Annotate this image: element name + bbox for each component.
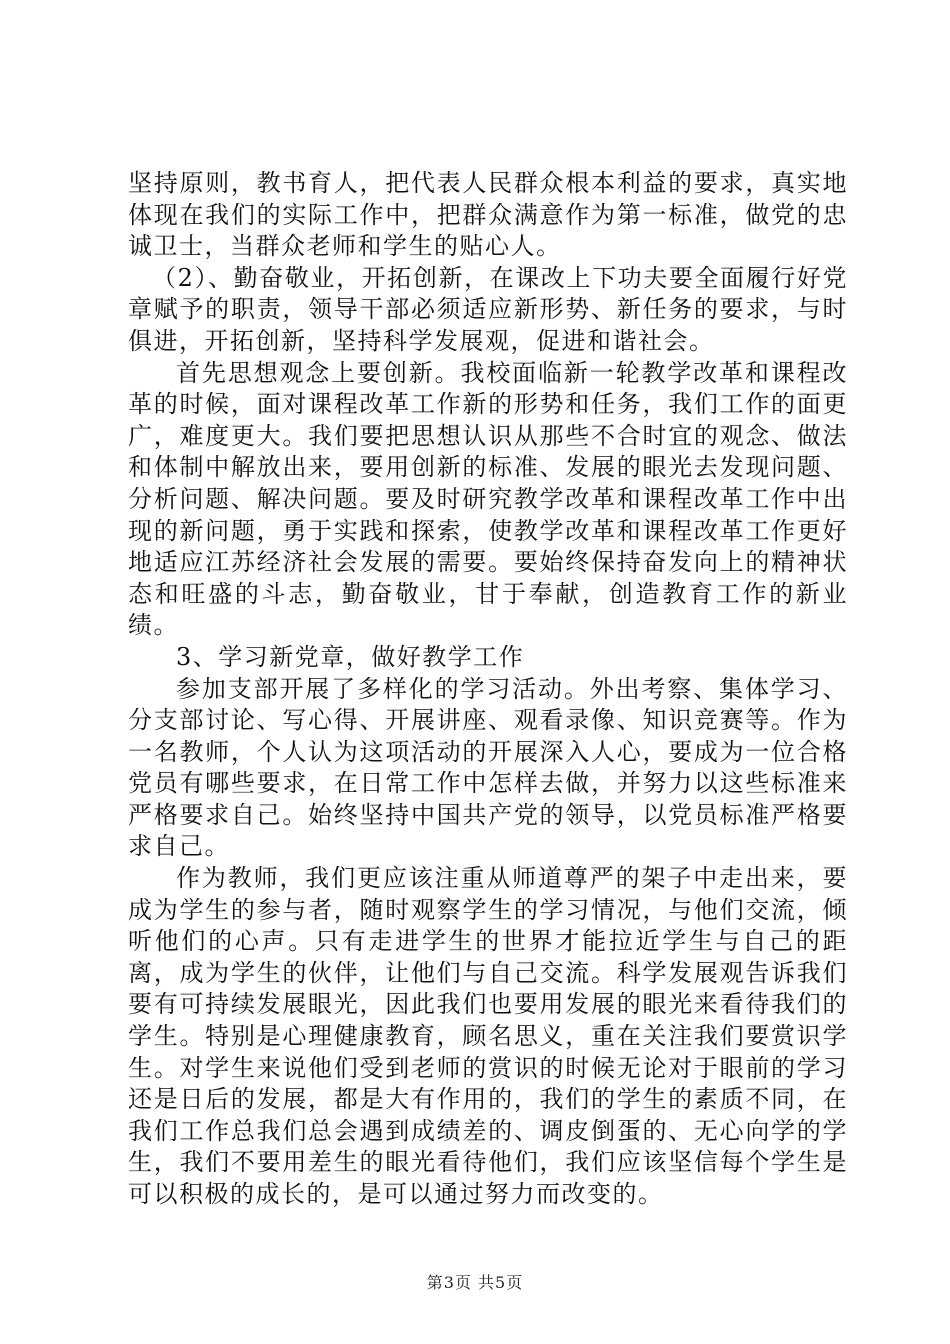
paragraph-innovation: 首先思想观念上要创新。我校面临新一轮教学改革和课程改革的时候，面对课程改革工作新的形势和任务，我们工作的面更广，难度更大。我们要把思想认识从那些不合时宜的观念、做法和体制中解放出来，要用创新的标准、发展的眼光去发现问题、分析问题、解决问题。要及时研究教学改革和课程改革工作中出现的新问题，勇于实践和探索，使教学改革和课程改革工作更好地适应江苏经济社会发展的需要。要始终保持奋发向上的精神状态和旺盛的斗志，勤奋敬业，甘于奉献，创造教育工作的新业绩。 <box>128 358 848 640</box>
paragraph-study-activities: 参加支部开展了多样化的学习活动。外出考察、集体学习、分支部讨论、写心得、开展讲座、观看录像、知识竞赛等。作为一名教师，个人认为这项活动的开展深入人心，要成为一位合格党员有哪些要求，在日常工作中怎样去做，并努力以这些标准来严格要求自己。始终坚持中国共产党的领导，以党员标准严格要求自己。 <box>128 674 848 861</box>
paragraph-section-2: （2）、勤奋敬业，开拓创新，在课改上下功夫要全面履行好党章赋予的职责，领导干部必须适应新形势、新任务的要求，与时俱进，开拓创新，坚持科学发展观，促进和谐社会。 <box>128 263 848 355</box>
section-heading-3: 3、学习新党章，做好教学工作 <box>176 642 525 671</box>
paragraph-teacher-role: 作为教师，我们更应该注重从师道尊严的架子中走出来，要成为学生的参与者，随时观察学生的学习情况，与他们交流，倾听他们的心声。只有走进学生的世界才能拉近学生与自己的距离，成为学生的伙伴，让他们与自己交流。科学发展观告诉我们要有可持续发展眼光，因此我们也要用发展的眼光来看待我们的学生。特别是心理健康教育，顾名思义，重在关注我们要赏识学生。对学生来说他们受到老师的赏识的时候无论对于眼前的学习还是日后的发展，都是大有作用的，我们的学生的素质不同，在我们工作总我们总会遇到成绩差的、调皮倒蛋的、无心向学的学生，我们不要用差生的眼光看待他们，我们应该坚信每个学生是可以积极的成长的，是可以通过努力而改变的。 <box>128 864 848 1208</box>
page-footer: 第3页 共5页 <box>426 1273 524 1292</box>
paragraph-continuation: 坚持原则，教书育人，把代表人民群众根本利益的要求，真实地体现在我们的实际工作中，把群众满意作为第一标准，做党的忠诚卫士，当群众老师和学生的贴心人。 <box>128 169 848 261</box>
document-body <box>128 168 848 1211</box>
